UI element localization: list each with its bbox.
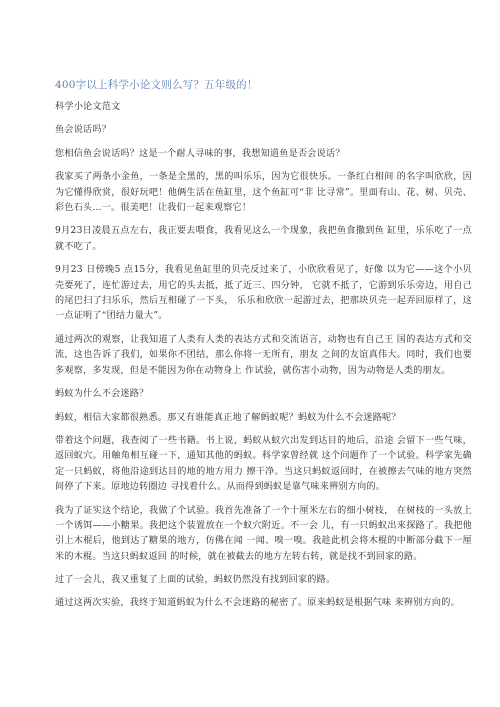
paragraph-fish-morning: 9月23日凌晨五点左右，我正要去喂食，我看见这么一个现象，我把鱼食撒到鱼 缸里，乐乐吃了一点就不吃了。 [55, 226, 472, 252]
document-title: 400字以上科学小论文则么写？五年级的！ [55, 79, 258, 91]
paragraph-subtitle: 科学小论文范文 [55, 102, 121, 112]
paragraph-fish-intro: 您相信鱼会说话吗？这是一个耐人寻味的事，我想知道鱼是否会说话？ [55, 148, 345, 159]
paragraph-ants-experiment: 我为了证实这个结论，我做了个试验。我首先准备了一个十厘米左右的细小树枝， 在树枝的一头放上一个诱饵——小糖果。我把这个装置放在一个蚁穴附近。不一会 儿，有一只蚂蚁出来探路了。我把他引上木棍后，他到达了糖果的地方，仿佛在闻 一闻、嗅一嗅。我趁此机会将木棍的中断部分截下一厘米的木棍。当这只蚂蚁返回 的时候，就在被截去的地方左转右转，就是找不到回家的路。 [55, 505, 472, 562]
paragraph-ants-intro: 蚂蚁，相信大家都很熟悉。那又有谁能真正地了解蚂蚁呢？蚂蚁为什么不会迷路呢？ [55, 412, 401, 423]
paragraph-fish-conclusion: 通过两次的观察，让我知道了人类有人类的表达方式和交流语言，动物也有自己王 国的表达方式和交流，这也告诉了我们，如果你不团结，那么你将一无所有，朋友 之间的友谊真伟大。同时，我们也要多观察，多发现，但是不能因为你在动物身上 作试验，就伤害小动物，因为动物是人类的朋友。 [55, 334, 472, 376]
paragraph-fish-goldfish: 我家买了两条小金鱼，一条是全黑的，黑的叫乐乐，因为它很快乐。一条红白相间 的名字叫欣欣，因为它懂得欣赏，很好玩吧！他俩生活在鱼缸里，这个鱼缸可“非 比寻常”。里面有山、花、树、贝壳、彩色石头…一。很美吧！让我们一起来观察它！ [55, 172, 472, 214]
paragraph-fish-evening: 9月23 日傍晚5 点15分，我看见鱼缸里的贝壳反过来了，小欣欣看见了，好像 以为它——这个小贝壳要死了，连忙游过去，用它的头去抵，抵了近三、四分钟， 它就不抵了，它游到乐乐旁边，用自己的尾巴扫了扫乐乐，然后互相碰了一下头， 乐乐和欣欣一起游过去，把那块贝壳一起弄回原样了，这一点证明了“团结力量大”。 [55, 265, 472, 322]
paragraph-ants-repeat: 过了一会儿，我又重复了上面的试验，蚂蚁仍然没有找到回家的路。 [55, 575, 336, 586]
paragraph-ants-conclusion: 通过这两次实验，我终于知道蚂蚁为什么不会迷路的秘密了。原来蚂蚁是根据气味 来辨别方向的。 [55, 597, 460, 608]
paragraph-ants-research: 带着这个问题，我查阅了一些书籍。书上说，蚂蚁从蚁穴出发到达目的地后，沿途 会留下一些气味，返回蚁穴。用触角相互碰一下，通知其他的蚂蚁。科学家曾经就 这个问题作了一个试验。科学家先确定一只蚂蚁，将他沿途到达目的地的地方用力 擦干净。当这只蚂蚁返回时，在被擦去气味的地方突然间停了下来。原地边转圈边 寻找着什么。从而得到蚂蚁是靠气味来辨别方向的。 [55, 435, 472, 493]
paragraph-section-heading-ants: 蚂蚁为什么不会迷路？ [55, 389, 149, 400]
paragraph-section-heading-fish: 鱼会说话吗？ [55, 125, 112, 136]
